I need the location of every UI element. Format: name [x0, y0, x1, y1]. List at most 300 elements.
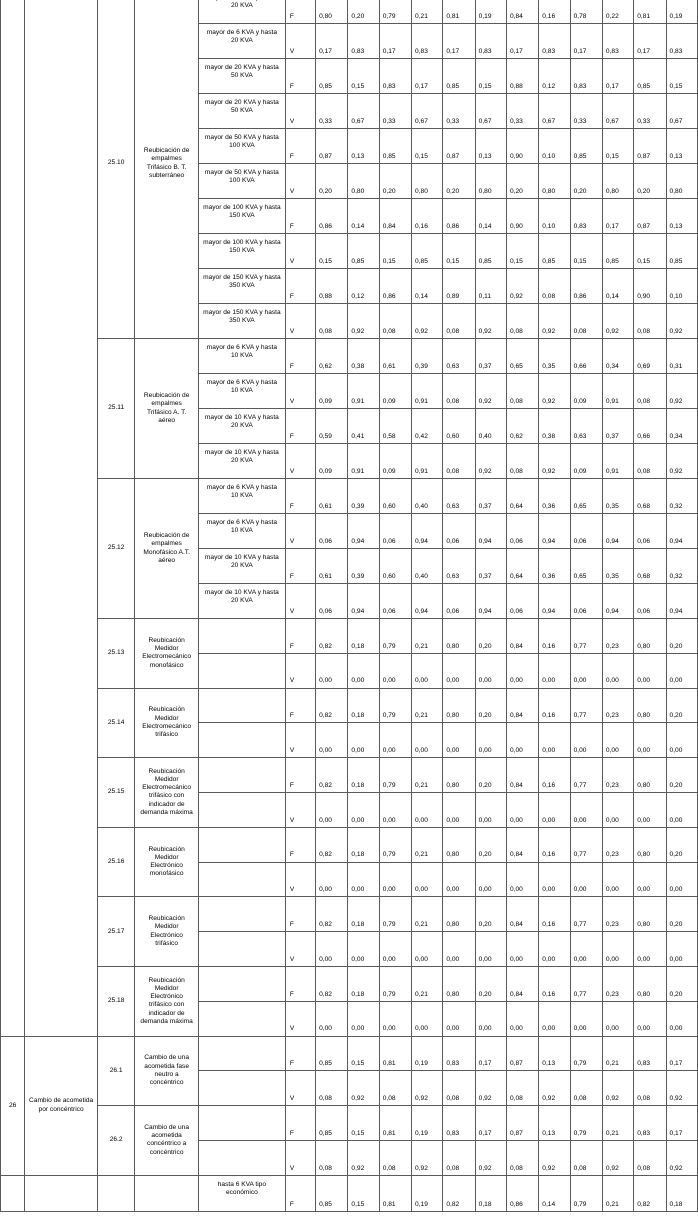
factor-value: 0,00 [379, 653, 411, 688]
item-description: Reubicación Medidor Electromecánico monofásico [135, 619, 199, 689]
factor-value: 0,08 [379, 304, 411, 339]
sub-description [198, 723, 285, 758]
fixed-variable-flag: F [285, 758, 315, 793]
fixed-variable-flag: F [285, 1175, 315, 1211]
factor-value: 0,85 [348, 234, 379, 269]
factor-value: 0,08 [316, 304, 348, 339]
sub-description [198, 1106, 285, 1141]
factor-value: 0,37 [475, 549, 506, 584]
factor-value: 0,83 [570, 199, 602, 234]
factor-value: 0,15 [412, 129, 443, 164]
factor-value: 0,17 [570, 24, 602, 59]
factor-value: 0,77 [570, 827, 602, 862]
factor-value: 0,09 [379, 374, 411, 409]
factor-value: 0,35 [539, 339, 570, 374]
factor-value: 0,17 [475, 1106, 506, 1141]
factor-value: 0,00 [443, 723, 475, 758]
fixed-variable-flag: F [285, 269, 315, 304]
group-number: 26 [1, 1036, 25, 1175]
factor-value: 0,06 [443, 514, 475, 549]
factor-value: 0,66 [634, 409, 666, 444]
factor-value: 0,18 [348, 897, 379, 932]
factor-value: 0,82 [316, 897, 348, 932]
factor-value: 0,00 [379, 723, 411, 758]
factor-value: 0,00 [443, 932, 475, 967]
fixed-variable-flag: F [285, 339, 315, 374]
factor-value: 0,15 [348, 1036, 379, 1071]
factor-value: 0,00 [412, 1001, 443, 1036]
factor-value: 0,69 [634, 339, 666, 374]
factor-value: 0,00 [316, 1001, 348, 1036]
factor-value: 0,00 [412, 792, 443, 827]
factor-value: 0,08 [316, 1071, 348, 1106]
item-description: Reubicación de empalmes Monofásico A.T. aéreo [135, 479, 199, 619]
item-code: 26.1 [97, 1036, 134, 1106]
factor-value: 0,67 [348, 94, 379, 129]
factor-value: 0,92 [475, 444, 506, 479]
factor-value: 0,36 [539, 479, 570, 514]
factor-value: 0,00 [475, 723, 506, 758]
factor-value: 0,00 [506, 862, 538, 897]
factor-value: 0,00 [634, 862, 666, 897]
factor-value: 0,09 [570, 374, 602, 409]
factor-value: 0,00 [602, 792, 633, 827]
factor-value: 0,80 [634, 758, 666, 793]
sub-description [198, 619, 285, 654]
factor-value: 0,06 [316, 584, 348, 619]
sub-description: mayor de 150 KVA y hasta 350 KVA [198, 269, 285, 304]
factor-value: 0,08 [570, 1140, 602, 1175]
sub-description: mayor de 6 KVA y hasta 10 KVA [198, 479, 285, 514]
factor-value: 0,00 [443, 653, 475, 688]
factor-value: 0,67 [539, 94, 570, 129]
factor-value: 0,20 [666, 619, 697, 654]
factor-value: 0,79 [379, 758, 411, 793]
table-row [1, 339, 698, 374]
factor-value: 0,17 [602, 199, 633, 234]
factor-value: 0,06 [443, 584, 475, 619]
factor-value: 0,00 [316, 653, 348, 688]
item-description: Reubicación Medidor Electrónico trifásico con indicador de demanda máxima [135, 966, 199, 1036]
item-code: 25.12 [97, 479, 134, 619]
factor-value: 0,00 [316, 792, 348, 827]
factor-value: 0,63 [443, 549, 475, 584]
factor-value: 0,83 [348, 24, 379, 59]
factor-value: 0,83 [412, 24, 443, 59]
factor-value: 0,94 [475, 514, 506, 549]
sub-description [198, 862, 285, 897]
factor-value: 0,21 [412, 758, 443, 793]
table-row [1, 619, 698, 654]
item-description: Reubicación Medidor Electromecánico trifásico [135, 688, 199, 758]
factor-value: 0,23 [602, 897, 633, 932]
factor-value: 0,67 [666, 94, 697, 129]
group-number [1, 1175, 25, 1211]
factor-value: 0,21 [412, 897, 443, 932]
factor-value: 0,84 [506, 758, 538, 793]
factor-value: 0,00 [316, 723, 348, 758]
factor-value: 0,79 [379, 897, 411, 932]
factor-value: 0,20 [666, 688, 697, 723]
factor-value: 0,15 [602, 129, 633, 164]
fixed-variable-flag: V [285, 1071, 315, 1106]
sub-description: mayor de 6 KVA y hasta 10 KVA [198, 514, 285, 549]
factor-value: 0,09 [570, 444, 602, 479]
factor-value: 0,17 [666, 1106, 697, 1141]
factor-value: 0,84 [379, 199, 411, 234]
factor-value: 0,80 [539, 164, 570, 199]
factor-value: 0,68 [634, 479, 666, 514]
factor-value: 0,08 [443, 374, 475, 409]
factor-value: 0,20 [475, 827, 506, 862]
factor-value: 0,82 [634, 1175, 666, 1211]
factor-value: 0,85 [316, 1106, 348, 1141]
factor-value: 0,66 [570, 339, 602, 374]
factor-value: 0,63 [443, 339, 475, 374]
fixed-variable-flag: F [285, 59, 315, 94]
factor-value: 0,91 [602, 374, 633, 409]
item-code: 25.14 [97, 688, 134, 758]
factor-value: 0,21 [602, 1036, 633, 1071]
factor-value: 0,39 [412, 339, 443, 374]
factor-value: 0,84 [506, 827, 538, 862]
factor-value: 0,00 [634, 653, 666, 688]
factor-value: 0,21 [412, 0, 443, 24]
factor-value: 0,80 [634, 688, 666, 723]
factor-value: 0,06 [570, 584, 602, 619]
sub-description: mayor de 20 KVA y hasta 50 KVA [198, 94, 285, 129]
factor-value: 0,80 [634, 897, 666, 932]
factor-value: 0,20 [666, 758, 697, 793]
group-number [1, 0, 25, 1036]
factor-value: 0,84 [506, 688, 538, 723]
factor-value: 0,08 [506, 304, 538, 339]
sub-description: mayor de 100 KVA y hasta 150 KVA [198, 234, 285, 269]
fixed-variable-flag: V [285, 932, 315, 967]
factor-value: 0,08 [443, 1071, 475, 1106]
factor-value: 0,12 [348, 269, 379, 304]
factor-value: 0,92 [539, 374, 570, 409]
factor-value: 0,87 [506, 1036, 538, 1071]
item-description: Reubicación de empalmes Trifásico B. T. subterráneo [135, 0, 199, 339]
factor-value: 0,00 [412, 862, 443, 897]
fixed-variable-flag: F [285, 199, 315, 234]
sub-description: mayor de 10 KVA y hasta 20 KVA [198, 409, 285, 444]
factor-value: 0,85 [316, 1175, 348, 1211]
factor-value: 0,83 [539, 24, 570, 59]
factor-value: 0,34 [602, 339, 633, 374]
fixed-variable-flag: V [285, 304, 315, 339]
factor-value: 0,79 [379, 619, 411, 654]
factor-value: 0,83 [570, 59, 602, 94]
factor-value: 0,94 [666, 514, 697, 549]
factor-value: 0,65 [570, 479, 602, 514]
fixed-variable-flag: V [285, 862, 315, 897]
factor-value: 0,60 [379, 549, 411, 584]
sub-description [198, 1001, 285, 1036]
factor-value: 0,15 [379, 234, 411, 269]
sub-description: mayor de 10 KVA y hasta 20 KVA [198, 549, 285, 584]
factor-value: 0,00 [348, 792, 379, 827]
item-code: 25.17 [97, 897, 134, 967]
factor-value: 0,85 [602, 234, 633, 269]
factor-value: 0,83 [443, 1036, 475, 1071]
factor-value: 0,35 [602, 479, 633, 514]
factor-value: 0,19 [412, 1106, 443, 1141]
factor-value: 0,20 [666, 827, 697, 862]
factor-value: 0,82 [316, 688, 348, 723]
factor-value: 0,23 [602, 619, 633, 654]
factor-value: 0,94 [666, 584, 697, 619]
factor-value: 0,80 [443, 966, 475, 1001]
factor-value: 0,16 [539, 619, 570, 654]
item-code: 25.15 [97, 758, 134, 828]
sub-description [198, 653, 285, 688]
factor-value: 0,16 [539, 688, 570, 723]
factor-value: 0,08 [634, 304, 666, 339]
factor-value: 0,85 [570, 129, 602, 164]
factor-value: 0,86 [379, 269, 411, 304]
factor-value: 0,79 [379, 827, 411, 862]
factor-value: 0,32 [666, 549, 697, 584]
factor-value: 0,83 [634, 1106, 666, 1141]
factor-value: 0,77 [570, 897, 602, 932]
factor-value: 0,00 [666, 932, 697, 967]
factor-value: 0,33 [316, 94, 348, 129]
sub-description [198, 932, 285, 967]
table-row [1, 1106, 698, 1141]
factor-value: 0,41 [348, 409, 379, 444]
factor-value: 0,20 [666, 966, 697, 1001]
factor-value: 0,37 [475, 339, 506, 374]
factor-value: 0,06 [506, 514, 538, 549]
factor-value: 0,00 [602, 723, 633, 758]
factor-value: 0,20 [475, 897, 506, 932]
factor-value: 0,17 [316, 24, 348, 59]
factor-value: 0,20 [379, 164, 411, 199]
factor-value: 0,14 [539, 1175, 570, 1211]
factor-value: 0,79 [570, 1175, 602, 1211]
factor-value: 0,00 [506, 792, 538, 827]
factor-value: 0,92 [666, 304, 697, 339]
factor-value: 0,59 [316, 409, 348, 444]
item-description: Reubicación Medidor Electrónico monofásico [135, 827, 199, 897]
factor-value: 0,21 [412, 688, 443, 723]
factor-value: 0,15 [570, 234, 602, 269]
factor-value: 0,37 [475, 479, 506, 514]
factor-value: 0,18 [666, 1175, 697, 1211]
factor-value: 0,00 [634, 1001, 666, 1036]
factor-value: 0,06 [570, 514, 602, 549]
factor-value: 0,90 [506, 129, 538, 164]
factor-value: 0,85 [316, 1036, 348, 1071]
table-row [1, 758, 698, 793]
factor-value: 0,39 [348, 479, 379, 514]
item-description: Reubicación de empalmes Trifásico A. T. aéreo [135, 339, 199, 479]
factor-value: 0,00 [634, 723, 666, 758]
item-code: 25.11 [97, 339, 134, 479]
factor-value: 0,83 [666, 24, 697, 59]
factor-value: 0,94 [412, 514, 443, 549]
factor-value: 0,08 [316, 1140, 348, 1175]
sub-description: mayor de 6 KVA y hasta 20 KVA [198, 24, 285, 59]
factor-value: 0,60 [379, 479, 411, 514]
factor-value: 0,14 [412, 269, 443, 304]
fixed-variable-flag: F [285, 966, 315, 1001]
factor-value: 0,61 [379, 339, 411, 374]
fixed-variable-flag: F [285, 688, 315, 723]
factor-value: 0,00 [539, 723, 570, 758]
factor-value: 0,80 [443, 758, 475, 793]
factor-value: 0,06 [506, 584, 538, 619]
fixed-variable-flag: F [285, 1036, 315, 1071]
factor-value: 0,08 [379, 1140, 411, 1175]
factor-value: 0,19 [666, 0, 697, 24]
factor-value: 0,85 [666, 234, 697, 269]
factor-value: 0,17 [634, 24, 666, 59]
factor-value: 0,80 [316, 0, 348, 24]
item-code: 25.10 [97, 0, 134, 339]
factor-value: 0,33 [379, 94, 411, 129]
factor-value: 0,33 [634, 94, 666, 129]
factor-value: 0,80 [634, 827, 666, 862]
factor-value: 0,33 [443, 94, 475, 129]
factor-value: 0,13 [666, 199, 697, 234]
factor-value: 0,00 [475, 1001, 506, 1036]
fixed-variable-flag: F [285, 0, 315, 24]
factor-value: 0,08 [443, 304, 475, 339]
sub-description [198, 792, 285, 827]
factor-value: 0,20 [316, 164, 348, 199]
factor-value: 0,85 [539, 234, 570, 269]
factor-value: 0,20 [506, 164, 538, 199]
factor-value: 0,92 [602, 1071, 633, 1106]
factor-value: 0,00 [506, 1001, 538, 1036]
factor-value: 0,15 [666, 59, 697, 94]
factor-value: 0,00 [412, 653, 443, 688]
factor-value: 0,87 [506, 1106, 538, 1141]
factor-value: 0,79 [379, 688, 411, 723]
factor-value: 0,00 [379, 1001, 411, 1036]
factor-value: 0,92 [602, 304, 633, 339]
factor-value: 0,00 [412, 932, 443, 967]
fixed-variable-flag: F [285, 619, 315, 654]
factor-value: 0,92 [412, 304, 443, 339]
item-description: Reubicación Medidor Electromecánico trifásico con indicador de demanda máxima [135, 758, 199, 828]
sub-description [198, 966, 285, 1001]
factor-value: 0,68 [634, 549, 666, 584]
factor-value: 0,85 [379, 129, 411, 164]
factor-value: 0,17 [602, 59, 633, 94]
factor-value: 0,65 [506, 339, 538, 374]
factor-value: 0,15 [348, 1106, 379, 1141]
table-row [1, 966, 698, 1001]
factor-value: 0,00 [666, 1001, 697, 1036]
factor-value: 0,08 [506, 1140, 538, 1175]
factor-value: 0,80 [634, 966, 666, 1001]
factor-value: 0,16 [539, 0, 570, 24]
factor-value: 0,21 [602, 1106, 633, 1141]
item-description: Cambio de una acometida fase neutro a concéntrico [135, 1036, 199, 1106]
sub-description [198, 1140, 285, 1175]
factor-value: 0,15 [316, 234, 348, 269]
factor-value: 0,22 [602, 0, 633, 24]
factor-value: 0,62 [506, 409, 538, 444]
group-name: Cambio de acometida por concéntrico [25, 1036, 98, 1175]
table-row [1, 1175, 698, 1211]
factor-value: 0,09 [379, 444, 411, 479]
factor-value: 0,18 [348, 619, 379, 654]
factor-value: 0,20 [634, 164, 666, 199]
factor-value: 0,00 [379, 792, 411, 827]
factor-value: 0,08 [443, 1140, 475, 1175]
factor-value: 0,94 [602, 514, 633, 549]
factor-value: 0,81 [443, 0, 475, 24]
factor-value: 0,92 [348, 1071, 379, 1106]
sub-description: 20 KVA [198, 0, 285, 24]
factor-value: 0,15 [634, 234, 666, 269]
item-code: 26.2 [97, 1106, 134, 1176]
factor-value: 0,20 [475, 758, 506, 793]
factor-value: 0,92 [475, 1071, 506, 1106]
factor-value: 0,80 [443, 619, 475, 654]
factor-value: 0,15 [443, 234, 475, 269]
factor-value: 0,92 [666, 374, 697, 409]
factor-value: 0,35 [602, 549, 633, 584]
factor-value: 0,06 [379, 514, 411, 549]
factor-value: 0,87 [316, 129, 348, 164]
factor-value: 0,77 [570, 758, 602, 793]
factor-value: 0,00 [539, 862, 570, 897]
factor-value: 0,91 [602, 444, 633, 479]
factor-value: 0,08 [506, 1071, 538, 1106]
factor-value: 0,23 [602, 827, 633, 862]
factor-value: 0,19 [412, 1036, 443, 1071]
factor-value: 0,79 [379, 0, 411, 24]
item-code [97, 1175, 134, 1211]
factor-value: 0,14 [475, 199, 506, 234]
factor-value: 0,78 [570, 0, 602, 24]
factor-value: 0,15 [506, 234, 538, 269]
item-code: 25.16 [97, 827, 134, 897]
factor-value: 0,91 [348, 444, 379, 479]
factor-value: 0,00 [316, 862, 348, 897]
fixed-variable-flag: F [285, 827, 315, 862]
factor-value: 0,20 [475, 966, 506, 1001]
factor-value: 0,80 [634, 619, 666, 654]
factor-value: 0,21 [602, 1175, 633, 1211]
fixed-variable-flag: F [285, 549, 315, 584]
factor-value: 0,00 [443, 862, 475, 897]
factor-value: 0,15 [348, 59, 379, 94]
factor-value: 0,09 [316, 374, 348, 409]
factor-value: 0,82 [316, 758, 348, 793]
sub-description: mayor de 10 KVA y hasta 20 KVA [198, 584, 285, 619]
factor-value: 0,94 [475, 584, 506, 619]
factor-value: 0,18 [348, 688, 379, 723]
factor-value: 0,80 [443, 688, 475, 723]
factor-value: 0,38 [348, 339, 379, 374]
factor-value: 0,81 [379, 1175, 411, 1211]
factor-value: 0,63 [570, 409, 602, 444]
factor-value: 0,00 [348, 932, 379, 967]
factor-value: 0,92 [475, 1140, 506, 1175]
factor-value: 0,00 [475, 653, 506, 688]
factor-value: 0,92 [666, 1140, 697, 1175]
factor-value: 0,18 [348, 758, 379, 793]
factor-value: 0,79 [570, 1106, 602, 1141]
fixed-variable-flag: V [285, 653, 315, 688]
